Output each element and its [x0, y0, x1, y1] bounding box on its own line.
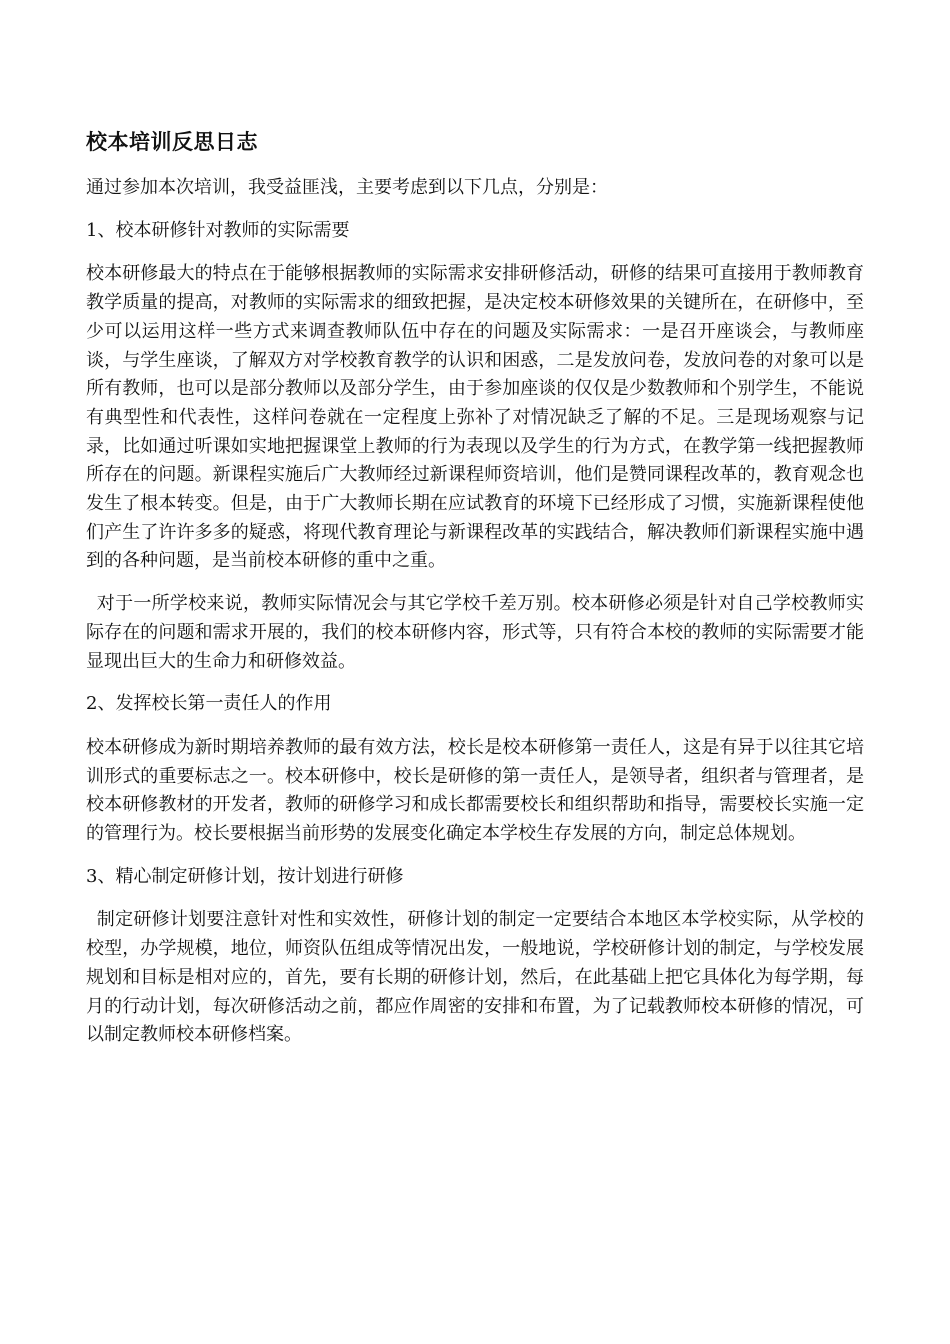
intro-paragraph: 通过参加本次培训，我受益匪浅，主要考虑到以下几点，分别是： [86, 177, 608, 198]
section-3-paragraph-1: 制定研修计划要注意针对性和实效性，研修计划的制定一定要结合本地区本学校实际，从学校的校型，办学规模，地位，师资队伍组成等情况出发，一般地说，学校研修计划的制定，与学校发展规划和目标是相对应的，首先，要有长期的研修计划，然后，在此基础上把它具体化为每学期，每月的行动计划，每次研修活动之前，都应作周密的安排和布置，为了记载教师校本研修的情况，可以制定教师校本研修档案。 [86, 909, 864, 1046]
document-title: 校本培训反思日志 [86, 130, 258, 154]
section-2-heading: 2、发挥校长第一责任人的作用 [86, 693, 332, 715]
section-1-paragraph-1: 校本研修最大的特点在于能够根据教师的实际需求安排研修活动，研修的结果可直接用于教师教育教学质量的提高，对教师的实际需求的细致把握，是决定校本研修效果的关键所在，在研修中，至少可以运用这样一些方式来调查教师队伍中存在的问题及实际需求：一是召开座谈会，与教师座谈，与学生座谈，了解双方对学校教育教学的认识和困惑，二是发放问卷，发放问卷的对象可以是所有教师，也可以是部分教师以及部分学生，由于参加座谈的仅仅是少数教师和个别学生，不能说有典型性和代表性，这样问卷就在一定程度上弥补了对情况缺乏了解的不足。三是现场观察与记录，比如通过听课如实地把握课堂上教师的行为表现以及学生的行为方式，在教学第一线把握教师所存在的问题。新课程实施后广大教师经过新课程师资培训，他们是赞同课程改革的，教育观念也发生了根本转变。但是，由于广大教师长期在应试教育的环境下已经形成了习惯，实施新课程使他们产生了许许多多的疑惑，将现代教育理论与新课程改革的实践结合，解决教师们新课程实施中遇到的各种问题，是当前校本研修的重中之重。 [86, 263, 864, 572]
section-1-heading: 1、校本研修针对教师的实际需要 [86, 219, 350, 241]
section-1-paragraph-2: 对于一所学校来说，教师实际情况会与其它学校千差万别。校本研修必须是针对自己学校教师实际存在的问题和需求开展的，我们的校本研修内容，形式等，只有符合本校的教师的实际需要才能显现出巨大的生命力和研修效益。 [86, 593, 864, 672]
section-3-heading: 3、精心制定研修计划，按计划进行研修 [86, 865, 404, 887]
document-page [86, 124, 864, 1064]
section-2-paragraph-1: 校本研修成为新时期培养教师的最有效方法，校长是校本研修第一责任人，这是有异于以往其它培训形式的重要标志之一。校本研修中，校长是研修的第一责任人，是领导者，组织者与管理者，是校本研修教材的开发者，教师的研修学习和成长都需要校长和组织帮助和指导，需要校长实施一定的管理行为。校长要根据当前形势的发展变化确定本学校生存发展的方向，制定总体规划。 [86, 736, 864, 845]
